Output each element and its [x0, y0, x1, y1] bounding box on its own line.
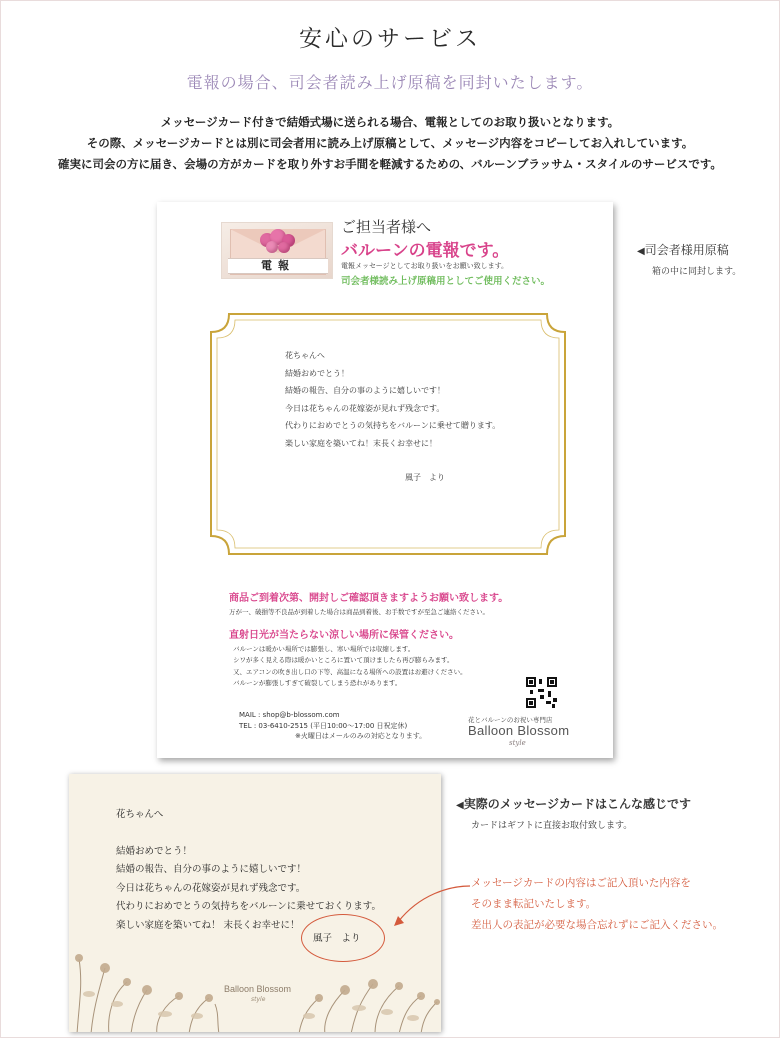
contact-mail: MAIL : shop@b-blossom.com [239, 711, 340, 719]
card-content-note [471, 873, 723, 936]
page-title: 安心のサービス [299, 26, 481, 52]
notice-line: バルーンは暖かい場所では膨張し、寒い場所では収縮します。 [233, 645, 415, 653]
message-card-photo [69, 774, 441, 1032]
sheet-usage-note: 司会者様読み上げ原稿用としてご使用ください。 [341, 276, 551, 287]
message-card-caption [456, 795, 691, 812]
contact-note: ※火曜日はメールのみの対応となります。 [295, 732, 427, 740]
notice-arrival-heading: 商品ご到着次第、開封しご確認頂きますようお願い致します。 [229, 593, 509, 604]
intro-line: 確実に司会の方に届き、会場の方がカードを取り外すお手間を軽減するための、バルーンブラッサム・スタイルのサービスです。 [58, 157, 722, 171]
page-subtitle: 電報の場合、司会者読み上げ原稿を同封いたします。 [186, 73, 594, 92]
arrow-left-icon: ◀ [637, 246, 645, 257]
sheet-addressee: ご担当者様へ [341, 218, 432, 236]
message-line: 結婚の報告、自分の事のように嬉しいです！ [285, 386, 445, 395]
card-signature: 風子 より [313, 933, 361, 944]
notice-line: バルーンが膨張しすぎて破裂してしまう恐れがあります。 [233, 678, 402, 687]
telegram-envelope-photo [221, 222, 333, 279]
card-line: 花ちゃんへ [116, 809, 164, 820]
card-line: 代わりにおめでとうの気持ちをバルーンに乗せておくります。 [116, 901, 382, 913]
card-line: 結婚の報告、自分の事のように嬉しいです！ [116, 864, 307, 876]
notice-storage-heading: 直射日光が当たらない涼しい場所に保管ください。 [229, 630, 459, 641]
message-line: 代わりにおめでとうの気持ちをバルーンに乗せて贈ります。 [285, 421, 501, 430]
shop-contact [239, 710, 426, 742]
qr-code [526, 677, 557, 708]
intro-text [0, 112, 780, 175]
notice-arrival-text: 万が一、破損等不良品が到着した場合は商品到着後、お手数ですが至急ご連絡ください。 [229, 608, 489, 616]
intro-line: メッセージカード付きで結婚式場に送られる場合、電報としてのお取り扱いとなります。 [160, 115, 620, 129]
contact-tel: TEL : 03-6410-2515 (平日10:00〜17:00 日祝定休) [239, 721, 408, 730]
mc-manuscript-sheet [157, 202, 613, 758]
sheet-heading: バルーンの電報です。 [341, 241, 510, 261]
shop-logo-style: style [509, 739, 526, 747]
mc-manuscript-subcaption: 箱の中に同封します。 [652, 267, 742, 277]
card-logo: Balloon Blossom [224, 984, 292, 994]
flower-bouquet [252, 227, 308, 257]
shop-logo: Balloon Blossom [468, 723, 570, 738]
message-line: 楽しい家庭を築いてね！末長くお幸せに！ [285, 438, 437, 448]
notice-line: シワが多く見える際は暖かいところに置いて頂けましたら再び膨らみます。 [233, 656, 454, 665]
sheet-note: 電報メッセージとしてお取り扱いをお願い致します。 [341, 262, 509, 270]
card-logo-style: style [251, 996, 266, 1003]
note-line: メッセージカードの内容はご記入頂いた内容を [471, 877, 691, 889]
message-line: 今日は花ちゃんの花嫁姿が見れず残念です。 [285, 403, 445, 413]
message-card-caption-text: 実際のメッセージカードはこんな感じです [463, 797, 691, 811]
note-line: そのまま転記いたします。 [471, 898, 597, 910]
mc-manuscript-caption-text: 司会者様用原稿 [644, 243, 729, 257]
curved-arrow-icon [390, 880, 480, 930]
telegram-label: 電報 [228, 258, 328, 274]
arrow-left-icon: ◀ [456, 800, 464, 811]
card-line: 楽しい家庭を築いてね！ 末長くお幸せに！ [116, 919, 300, 931]
manuscript-message [285, 347, 500, 452]
intro-line: その際、メッセージカードとは別に司会者用に読み上げ原稿として、メッセージ内容をコピーしてお入れしています。 [86, 136, 694, 150]
mc-manuscript-caption [637, 241, 729, 258]
notice-line: 又、エアコンの吹き出し口の下等、高温になる場所への設置はお避けください。 [233, 667, 467, 676]
manuscript-signature: 風子 より [405, 473, 445, 482]
note-line: 差出人の表記が必要な場合忘れずにご記入ください。 [471, 919, 723, 931]
botanical-illustration [69, 924, 441, 1032]
message-card-subcaption: カードはギフトに直接お取付致します。 [471, 821, 633, 831]
message-line: 花ちゃんへ [285, 351, 325, 360]
card-line: 今日は花ちゃんの花嫁姿が見れず残念です。 [116, 882, 306, 894]
shop-tagline: 花とバルーンのお祝い専門店 [468, 716, 553, 724]
notice-storage-list [233, 644, 467, 689]
message-line: 結婚おめでとう！ [285, 368, 349, 378]
card-line: 結婚おめでとう！ [116, 845, 193, 857]
